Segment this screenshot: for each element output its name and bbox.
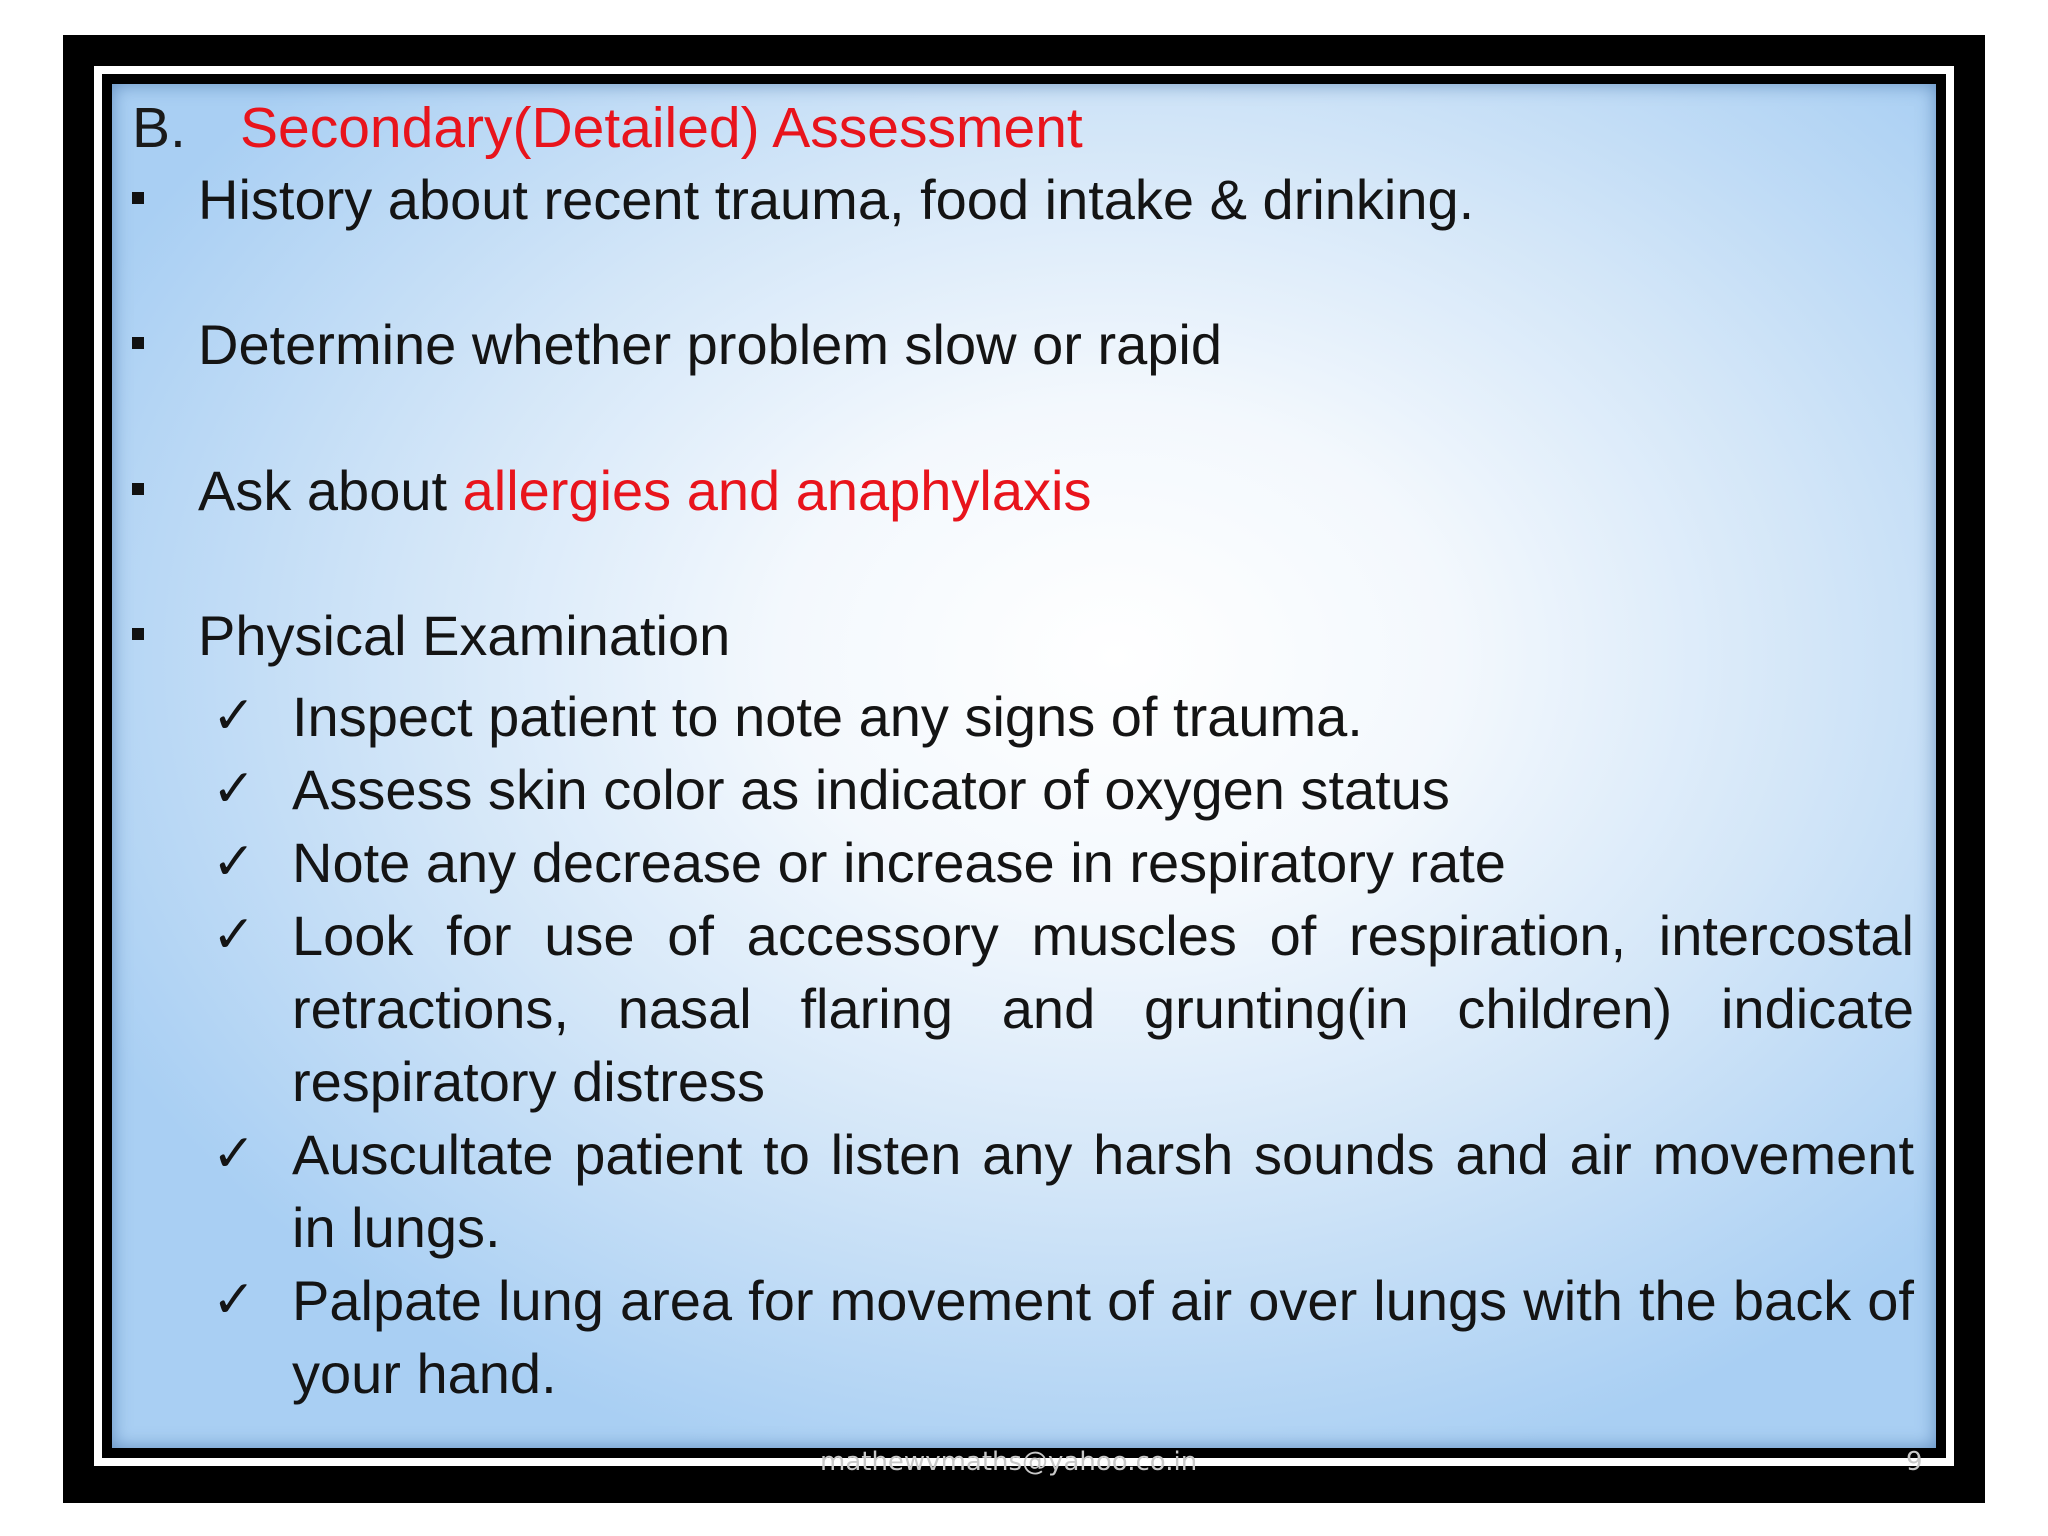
footer-email: mathewvmaths@yahoo.co.in — [820, 1447, 1198, 1477]
bullet-highlight: allergies and anaphylaxis — [462, 459, 1092, 522]
checkmark-icon: ✓ — [212, 687, 256, 745]
checkmark-icon: ✓ — [212, 1271, 256, 1329]
check-item — [212, 680, 1914, 753]
check-item — [212, 1264, 1914, 1410]
square-bullet-icon — [132, 192, 144, 204]
check-item-text: Note any decrease or increase in respiratory rate — [292, 831, 1506, 894]
slide-content — [112, 84, 1936, 1448]
check-item-text: Auscultate patient to listen any harsh sounds and air movement in lungs. — [292, 1123, 1914, 1259]
page-number: 9 — [1906, 1447, 1923, 1477]
bullet-text: History about recent trauma, food intake & drinking. — [198, 168, 1475, 231]
bullet-text: Physical Examination — [198, 604, 731, 667]
slide-title — [132, 94, 1083, 162]
check-item — [212, 1118, 1914, 1264]
check-item — [212, 753, 1914, 826]
bullet-determine — [132, 311, 1222, 378]
bullet-physical-exam — [132, 602, 730, 669]
checkmark-icon: ✓ — [212, 833, 256, 891]
check-item — [212, 899, 1914, 1118]
checkmark-icon: ✓ — [212, 906, 256, 964]
check-item — [212, 826, 1914, 899]
bullet-text: Ask about — [198, 459, 463, 522]
section-heading: Secondary(Detailed) Assessment — [240, 96, 1083, 160]
check-item-text: Palpate lung area for movement of air over lungs with the back of your hand. — [292, 1269, 1914, 1405]
bullet-history — [132, 166, 1474, 233]
square-bullet-icon — [132, 628, 144, 640]
section-prefix: B. — [132, 96, 186, 160]
bullet-allergies — [132, 457, 1091, 524]
bullet-text: Determine whether problem slow or rapid — [198, 313, 1222, 376]
check-item-text: Assess skin color as indicator of oxygen status — [292, 758, 1450, 821]
physical-exam-checklist — [212, 680, 1914, 1410]
check-item-text: Inspect patient to note any signs of trauma. — [292, 685, 1363, 748]
square-bullet-icon — [132, 337, 144, 349]
square-bullet-icon — [132, 483, 144, 495]
check-item-text: Look for use of accessory muscles of respiration, intercostal retractions, nasal flaring and grunting(in children) indicate respiratory distress — [292, 904, 1914, 1113]
checkmark-icon: ✓ — [212, 760, 256, 818]
checkmark-icon: ✓ — [212, 1125, 256, 1183]
